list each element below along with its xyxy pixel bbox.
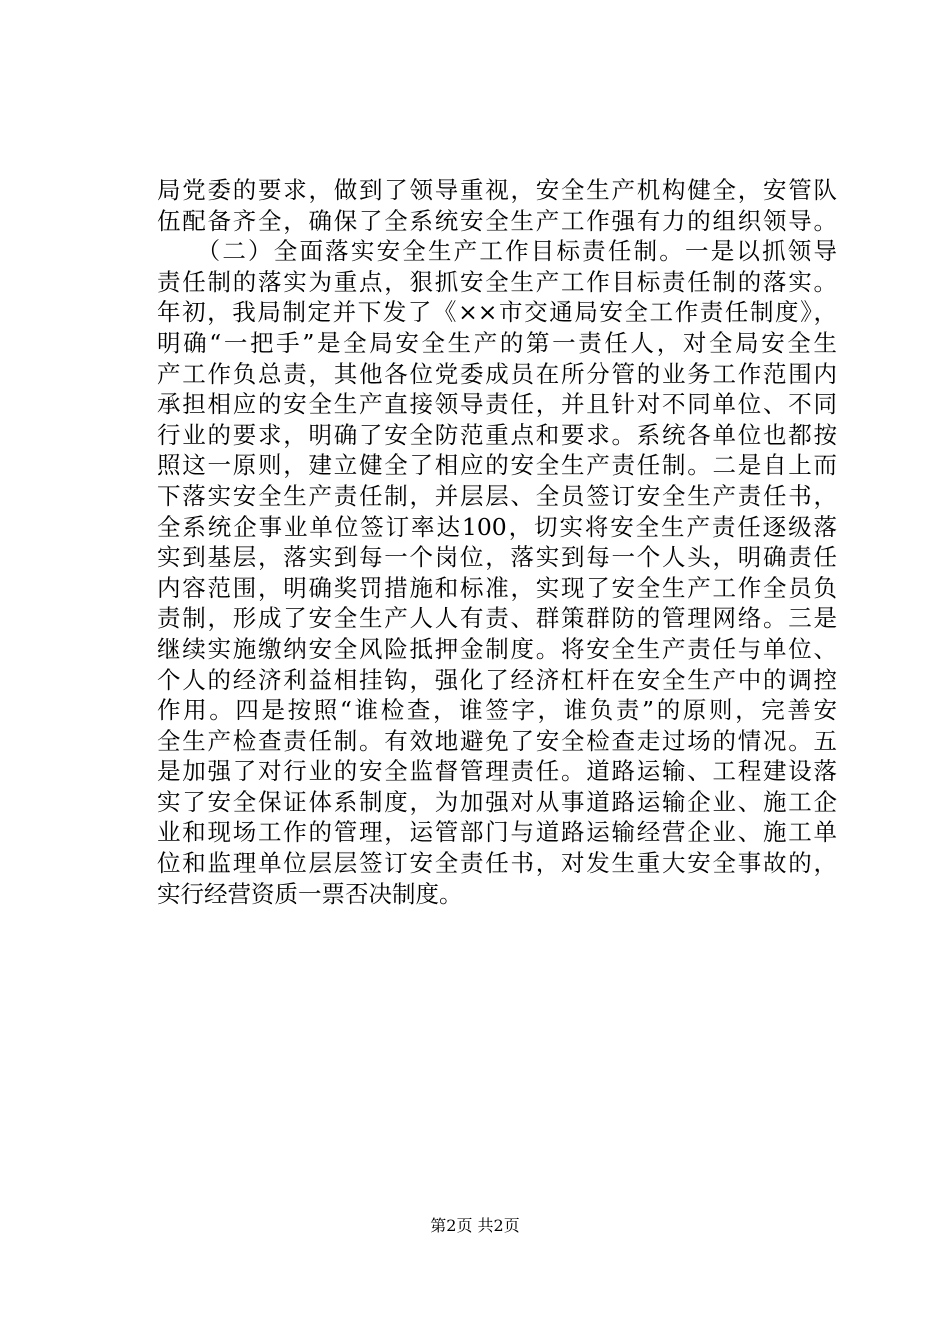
text-line: 责制，形成了安全生产人人有责、群策群防的管理网络。三是 xyxy=(157,604,837,633)
text-line: 行业的要求，明确了安全防范重点和要求。系统各单位也都按 xyxy=(157,420,837,449)
text-line: 作用。四是按照“谁检查，谁签字，谁负责”的原则，完善安 xyxy=(157,696,837,725)
text-line: 实行经营资质一票否决制度。 xyxy=(157,879,463,908)
text-line: 年初，我局制定并下发了《××市交通局安全工作责任制度》， xyxy=(157,298,837,327)
text-line: 照这一原则，建立健全了相应的安全生产责任制。二是自上而 xyxy=(157,451,837,480)
text-line: 是加强了对行业的安全监督管理责任。道路运输、工程建设落 xyxy=(157,757,837,786)
text-line: 内容范围，明确奖罚措施和标准，实现了安全生产工作全员负 xyxy=(157,573,837,602)
text-line: 产工作负总责，其他各位党委成员在所分管的业务工作范围内 xyxy=(157,359,837,388)
text-line: 全系统企事业单位签订率达100，切实将安全生产责任逐级落 xyxy=(157,512,837,541)
text-line: 实到基层，落实到每一个岗位，落实到每一个人头，明确责任 xyxy=(157,543,837,572)
text-line: 下落实安全生产责任制，并层层、全员签订安全生产责任书， xyxy=(157,481,837,510)
text-line: 责任制的落实为重点，狠抓安全生产工作目标责任制的落实。 xyxy=(157,267,837,296)
text-line: 业和现场工作的管理，运管部门与道路运输经营企业、施工单 xyxy=(157,818,837,847)
text-line: （二）全面落实安全生产工作目标责任制。一是以抓领导 xyxy=(157,237,837,266)
text-line: 明确“一把手”是全局安全生产的第一责任人，对全局安全生 xyxy=(157,328,837,357)
text-line: 位和监理单位层层签订安全责任书，对发生重大安全事故的， xyxy=(157,849,837,878)
text-line: 继续实施缴纳安全风险抵押金制度。将安全生产责任与单位、 xyxy=(157,634,837,663)
text-line: 承担相应的安全生产直接领导责任，并且针对不同单位、不同 xyxy=(157,390,837,419)
text-line: 实了安全保证体系制度，为加强对从事道路运输企业、施工企 xyxy=(157,787,837,816)
text-line: 伍配备齐全，确保了全系统安全生产工作强有力的组织领导。 xyxy=(157,206,837,235)
document-body xyxy=(157,175,837,909)
text-line: 个人的经济利益相挂钩，强化了经济杠杆在安全生产中的调控 xyxy=(157,665,837,694)
text-line: 全生产检查责任制。有效地避免了安全检查走过场的情况。五 xyxy=(157,726,837,755)
text-line: 局党委的要求，做到了领导重视，安全生产机构健全，安管队 xyxy=(157,176,837,204)
page-footer: 第2页 共2页 xyxy=(430,1216,520,1235)
